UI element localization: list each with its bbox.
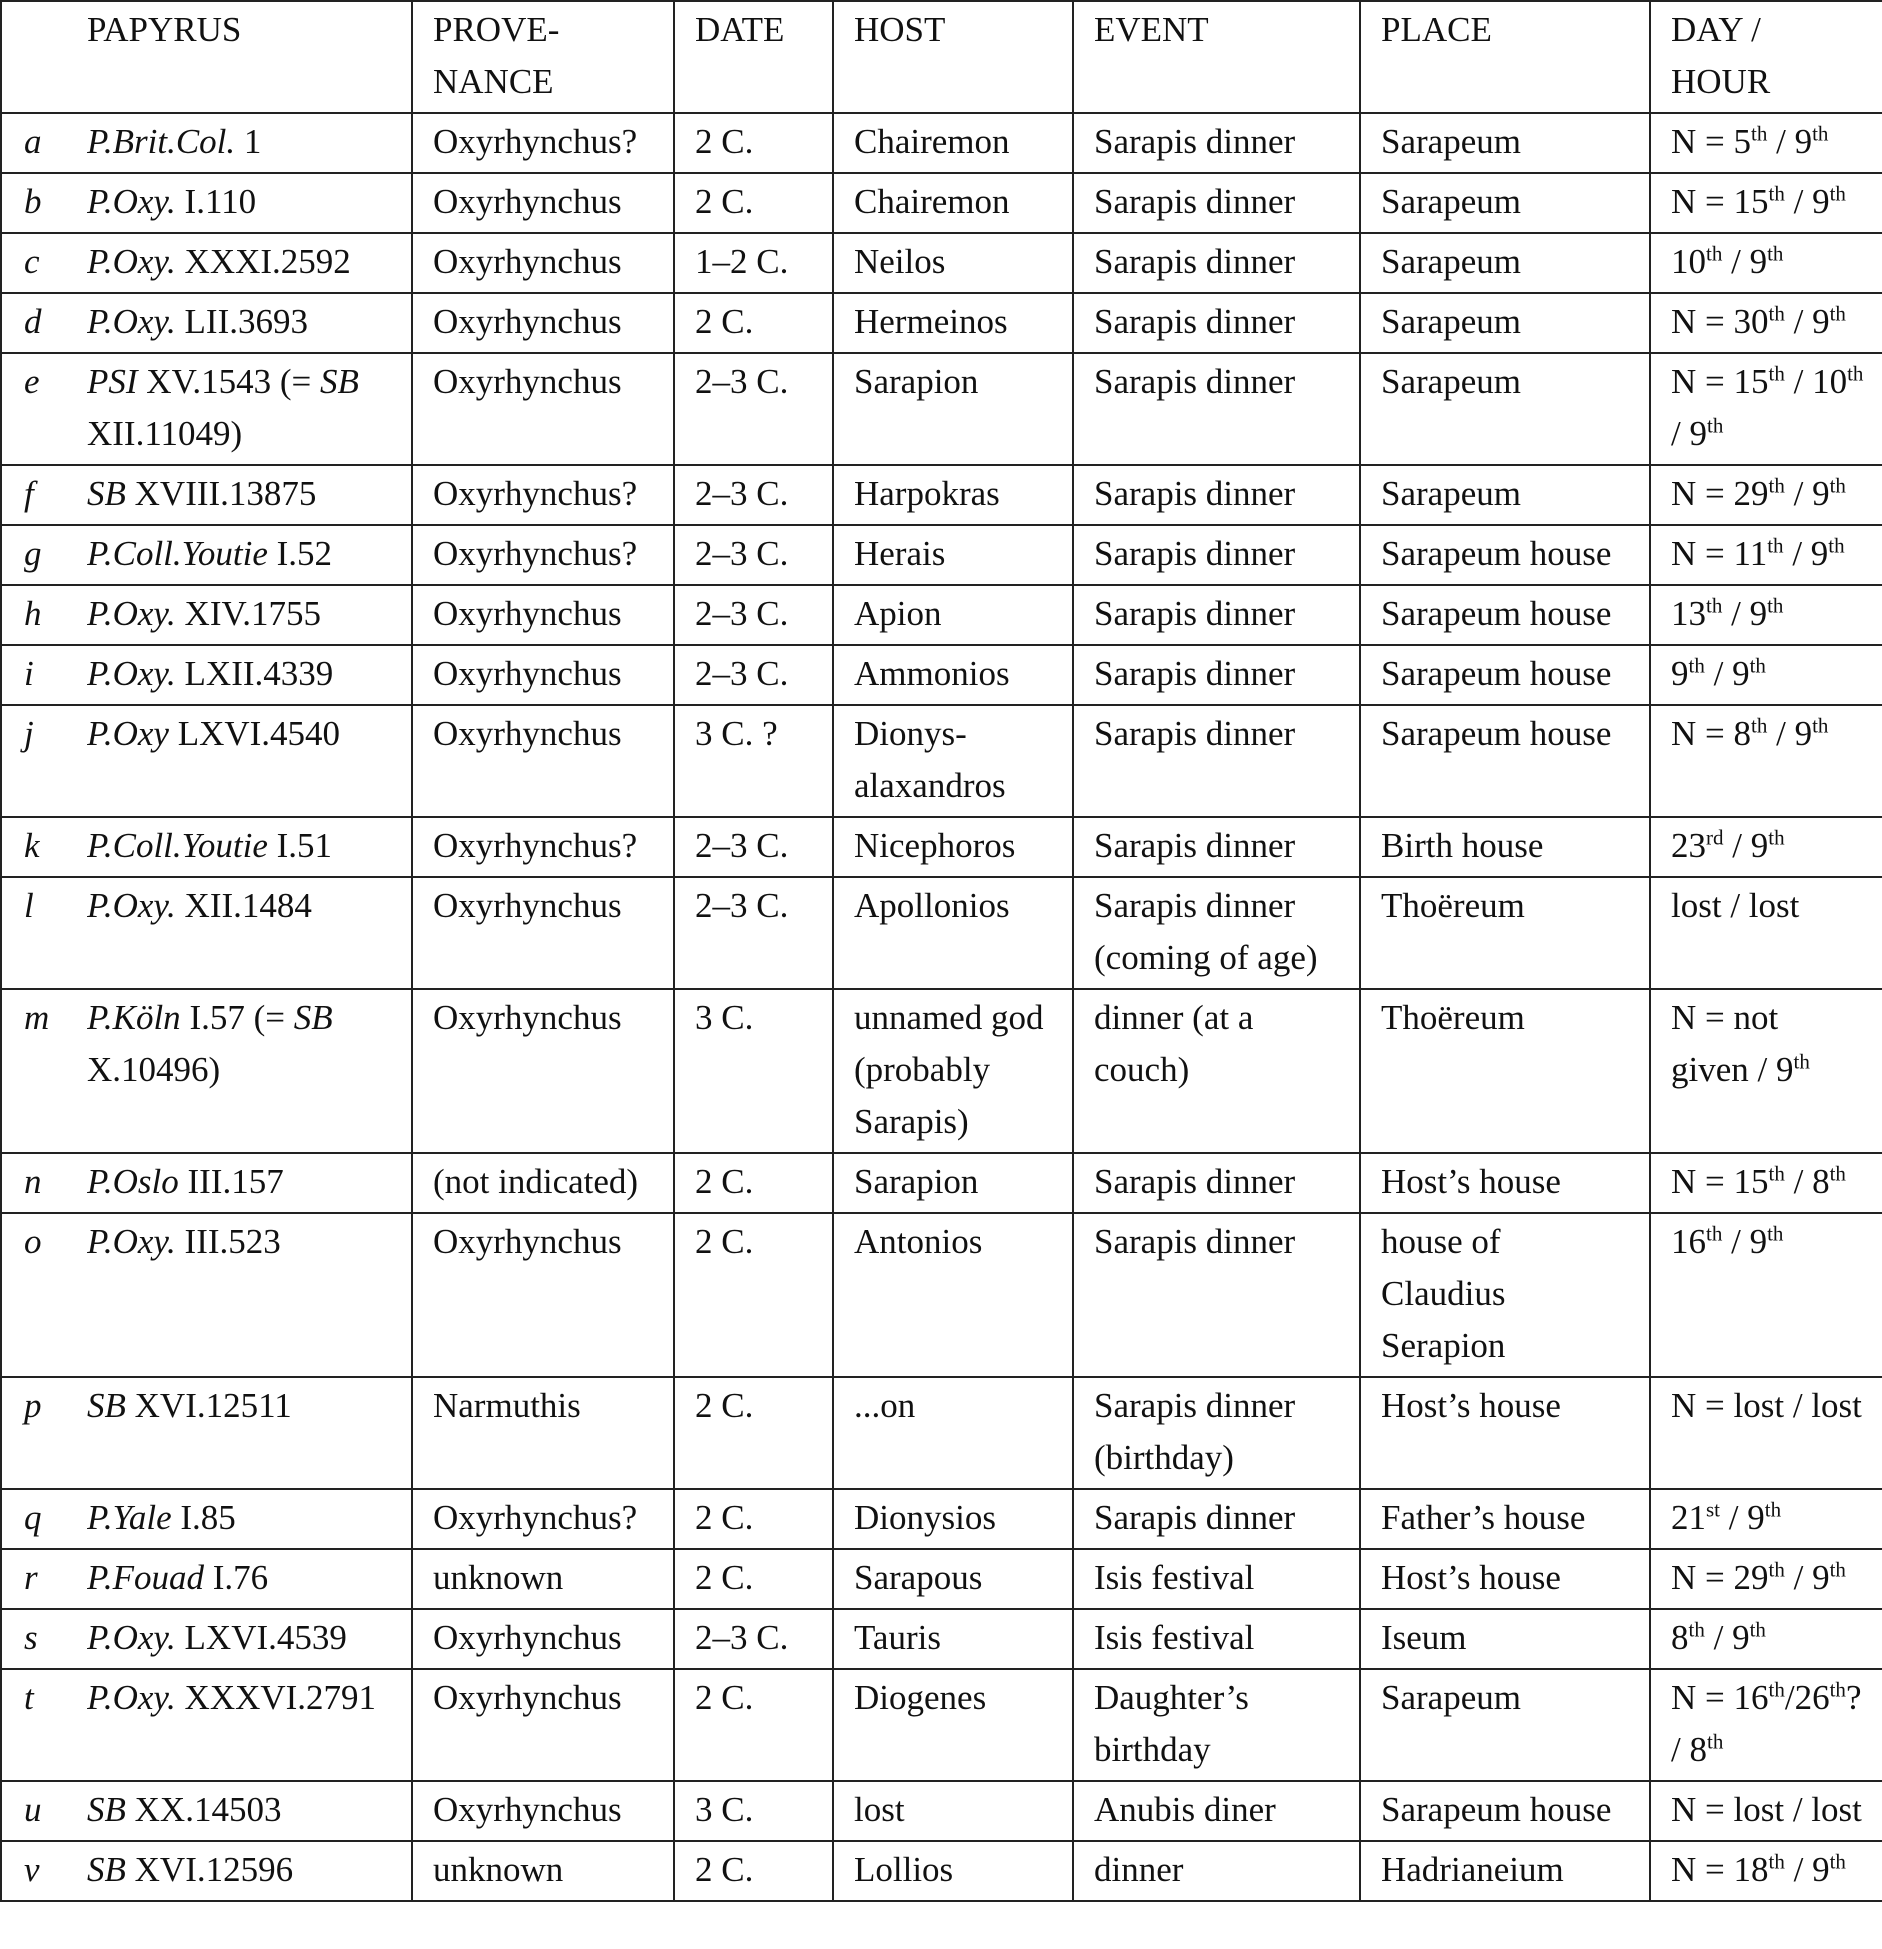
table-row xyxy=(1,353,1882,465)
papyrus-series: SB xyxy=(87,1386,126,1425)
papyrus-cell xyxy=(87,1669,412,1781)
date-cell: 3 C. xyxy=(674,989,833,1153)
day-hour-cell: N = 29th / 9th xyxy=(1650,465,1882,525)
papyrus-number: LXVI.4539 xyxy=(175,1618,347,1657)
event-cell: Isis festival xyxy=(1073,1609,1360,1669)
host-cell: Nicephoros xyxy=(833,817,1073,877)
papyrus-number: I.51 xyxy=(267,826,333,865)
place-cell: Thoëreum xyxy=(1360,989,1650,1153)
day-hour-cell: N = 15th / 8th xyxy=(1650,1153,1882,1213)
provenance-cell: Oxyrhynchus xyxy=(412,989,674,1153)
papyrus-cell xyxy=(87,233,412,293)
provenance-cell: Oxyrhynchus xyxy=(412,645,674,705)
table-row xyxy=(1,293,1882,353)
date-cell: 2 C. xyxy=(674,173,833,233)
event-cell: Sarapis dinner xyxy=(1073,1489,1360,1549)
provenance-cell: Oxyrhynchus xyxy=(412,877,674,989)
papyrus-number: I.76 xyxy=(204,1558,269,1597)
papyrus-series: SB xyxy=(87,1850,126,1889)
date-cell: 2 C. xyxy=(674,1669,833,1781)
place-cell: Host’s house xyxy=(1360,1153,1650,1213)
place-cell: Sarapeum house xyxy=(1360,585,1650,645)
papyrus-series: P.Oxy xyxy=(87,714,169,753)
papyrus-number: LXII.4339 xyxy=(175,654,334,693)
papyrus-cell xyxy=(87,1549,412,1609)
papyrus-cell xyxy=(87,1377,412,1489)
host-cell: Chairemon xyxy=(833,113,1073,173)
row-letter: j xyxy=(1,705,87,817)
day-hour-cell: N = 15th / 10th / 9th xyxy=(1650,353,1882,465)
provenance-cell: Oxyrhynchus xyxy=(412,1609,674,1669)
event-cell: Sarapis dinner xyxy=(1073,233,1360,293)
event-cell: Daughter’s birthday xyxy=(1073,1669,1360,1781)
host-cell: unnamed god (probably Sarapis) xyxy=(833,989,1073,1153)
table-row xyxy=(1,989,1882,1153)
header-day-hour: DAY / HOUR xyxy=(1650,1,1882,113)
papyrus-cell xyxy=(87,989,412,1153)
provenance-cell: Oxyrhynchus xyxy=(412,353,674,465)
host-cell: Dionysios xyxy=(833,1489,1073,1549)
host-cell: Ammonios xyxy=(833,645,1073,705)
papyrus-cell xyxy=(87,877,412,989)
papyrus-cell xyxy=(87,1489,412,1549)
event-cell: Sarapis dinner xyxy=(1073,1213,1360,1377)
table-row xyxy=(1,173,1882,233)
date-cell: 3 C. ? xyxy=(674,705,833,817)
event-cell: Sarapis dinner xyxy=(1073,525,1360,585)
table-row xyxy=(1,1377,1882,1489)
papyrus-series: P.Fouad xyxy=(87,1558,204,1597)
header-papyrus: PAPYRUS xyxy=(87,1,412,113)
papyrus-cell xyxy=(87,817,412,877)
table-row xyxy=(1,525,1882,585)
papyrus-series: PSI xyxy=(87,362,138,401)
place-cell: Sarapeum xyxy=(1360,353,1650,465)
event-cell: Sarapis dinner xyxy=(1073,465,1360,525)
row-letter: v xyxy=(1,1841,87,1901)
host-cell: Chairemon xyxy=(833,173,1073,233)
date-cell: 2 C. xyxy=(674,113,833,173)
table-row xyxy=(1,233,1882,293)
papyrus-series: P.Oxy. xyxy=(87,886,176,925)
papyrus-cell xyxy=(87,705,412,817)
provenance-cell: Narmuthis xyxy=(412,1377,674,1489)
provenance-cell: Oxyrhynchus xyxy=(412,705,674,817)
papyrus-cell xyxy=(87,525,412,585)
place-cell: Father’s house xyxy=(1360,1489,1650,1549)
event-cell: Sarapis dinner (coming of age) xyxy=(1073,877,1360,989)
papyrus-series: P.Oxy. xyxy=(87,242,176,281)
table-row xyxy=(1,465,1882,525)
table-row xyxy=(1,1781,1882,1841)
date-cell: 2 C. xyxy=(674,1841,833,1901)
place-cell: Birth house xyxy=(1360,817,1650,877)
papyrus-series: P.Oxy. xyxy=(87,1222,176,1261)
day-hour-cell: N = 29th / 9th xyxy=(1650,1549,1882,1609)
place-cell: Sarapeum house xyxy=(1360,525,1650,585)
papyrus-cell xyxy=(87,1213,412,1377)
date-cell: 2 C. xyxy=(674,1377,833,1489)
day-hour-cell: N = lost / lost xyxy=(1650,1377,1882,1489)
date-cell: 2–3 C. xyxy=(674,645,833,705)
papyrus-cell xyxy=(87,1609,412,1669)
papyrus-number: XXXI.2592 xyxy=(175,242,351,281)
event-cell: Sarapis dinner xyxy=(1073,645,1360,705)
papyrus-number: III.157 xyxy=(178,1162,284,1201)
day-hour-cell: 10th / 9th xyxy=(1650,233,1882,293)
table-row xyxy=(1,705,1882,817)
provenance-cell: unknown xyxy=(412,1841,674,1901)
papyrus-number: I.57 (= SB X.10496) xyxy=(87,998,333,1089)
table-row xyxy=(1,113,1882,173)
event-cell: Sarapis dinner xyxy=(1073,173,1360,233)
host-cell: Neilos xyxy=(833,233,1073,293)
papyrus-series: P.Oxy. xyxy=(87,594,176,633)
row-letter: d xyxy=(1,293,87,353)
date-cell: 2–3 C. xyxy=(674,877,833,989)
provenance-cell: Oxyrhynchus? xyxy=(412,1489,674,1549)
row-letter: o xyxy=(1,1213,87,1377)
row-letter: i xyxy=(1,645,87,705)
header-event: EVENT xyxy=(1073,1,1360,113)
provenance-cell: Oxyrhynchus xyxy=(412,585,674,645)
host-cell: Herais xyxy=(833,525,1073,585)
papyrus-cell xyxy=(87,1841,412,1901)
table-row xyxy=(1,1609,1882,1669)
event-cell: Sarapis dinner xyxy=(1073,817,1360,877)
row-letter: s xyxy=(1,1609,87,1669)
papyrus-series: P.Brit.Col. xyxy=(87,122,236,161)
papyrus-cell xyxy=(87,353,412,465)
header-letter xyxy=(1,1,87,113)
table-row xyxy=(1,1489,1882,1549)
day-hour-cell: N = lost / lost xyxy=(1650,1781,1882,1841)
papyrus-number: I.110 xyxy=(175,182,257,221)
date-cell: 1–2 C. xyxy=(674,233,833,293)
papyrus-series: P.Oslo xyxy=(87,1162,179,1201)
place-cell: Hadrianeium xyxy=(1360,1841,1650,1901)
papyrus-series: P.Yale xyxy=(87,1498,172,1537)
date-cell: 2–3 C. xyxy=(674,353,833,465)
date-cell: 2 C. xyxy=(674,293,833,353)
papyrus-number: XVI.12511 xyxy=(125,1386,292,1425)
provenance-cell: Oxyrhynchus xyxy=(412,1781,674,1841)
day-hour-cell: lost / lost xyxy=(1650,877,1882,989)
host-cell: Sarapion xyxy=(833,1153,1073,1213)
place-cell: Thoëreum xyxy=(1360,877,1650,989)
date-cell: 2 C. xyxy=(674,1489,833,1549)
row-letter: n xyxy=(1,1153,87,1213)
table-row xyxy=(1,585,1882,645)
place-cell: Sarapeum house xyxy=(1360,1781,1650,1841)
host-cell: Sarapous xyxy=(833,1549,1073,1609)
place-cell: Host’s house xyxy=(1360,1377,1650,1489)
host-cell: Lollios xyxy=(833,1841,1073,1901)
papyrus-cell xyxy=(87,293,412,353)
day-hour-cell: N = 18th / 9th xyxy=(1650,1841,1882,1901)
provenance-cell: Oxyrhynchus xyxy=(412,1669,674,1781)
papyrus-cell xyxy=(87,465,412,525)
event-cell: Sarapis dinner xyxy=(1073,705,1360,817)
host-cell: Harpokras xyxy=(833,465,1073,525)
provenance-cell: Oxyrhynchus xyxy=(412,173,674,233)
table-row xyxy=(1,817,1882,877)
papyrus-number: XV.1543 (= SB XII.11049) xyxy=(87,362,359,453)
table-row xyxy=(1,877,1882,989)
row-letter: a xyxy=(1,113,87,173)
host-cell: lost xyxy=(833,1781,1073,1841)
papyrus-cell xyxy=(87,113,412,173)
papyrus-series: P.Köln xyxy=(87,998,181,1037)
table-row xyxy=(1,1841,1882,1901)
host-cell: Diogenes xyxy=(833,1669,1073,1781)
papyrus-series: P.Oxy. xyxy=(87,654,176,693)
host-cell: Antonios xyxy=(833,1213,1073,1377)
day-hour-cell: 8th / 9th xyxy=(1650,1609,1882,1669)
table-row xyxy=(1,1669,1882,1781)
day-hour-cell: N = 30th / 9th xyxy=(1650,293,1882,353)
row-letter: m xyxy=(1,989,87,1153)
provenance-cell: Oxyrhynchus? xyxy=(412,817,674,877)
host-cell: Sarapion xyxy=(833,353,1073,465)
papyrus-series: SB xyxy=(87,1790,126,1829)
papyrus-number: III.523 xyxy=(175,1222,281,1261)
papyrus-number: XXXVI.2791 xyxy=(175,1678,377,1717)
papyrus-number: XIV.1755 xyxy=(175,594,321,633)
place-cell: Sarapeum xyxy=(1360,113,1650,173)
papyrus-number: LII.3693 xyxy=(175,302,308,341)
row-letter: p xyxy=(1,1377,87,1489)
place-cell: Sarapeum xyxy=(1360,465,1650,525)
row-letter: f xyxy=(1,465,87,525)
table-row xyxy=(1,645,1882,705)
papyrus-number: XVI.12596 xyxy=(125,1850,294,1889)
row-letter: t xyxy=(1,1669,87,1781)
table-row xyxy=(1,1549,1882,1609)
table-body xyxy=(1,113,1882,1901)
papyrus-cell xyxy=(87,645,412,705)
place-cell: Sarapeum xyxy=(1360,1669,1650,1781)
header-row xyxy=(1,1,1882,113)
papyrus-number: XX.14503 xyxy=(125,1790,282,1829)
row-letter: g xyxy=(1,525,87,585)
day-hour-cell: 9th / 9th xyxy=(1650,645,1882,705)
provenance-cell: Oxyrhynchus? xyxy=(412,465,674,525)
provenance-cell: unknown xyxy=(412,1549,674,1609)
provenance-cell: Oxyrhynchus xyxy=(412,293,674,353)
papyrus-number: 1 xyxy=(235,122,262,161)
row-letter: b xyxy=(1,173,87,233)
event-cell: dinner xyxy=(1073,1841,1360,1901)
date-cell: 2–3 C. xyxy=(674,465,833,525)
host-cell: Dionys-alaxandros xyxy=(833,705,1073,817)
place-cell: Sarapeum xyxy=(1360,173,1650,233)
day-hour-cell: N = 16th/26th? / 8th xyxy=(1650,1669,1882,1781)
papyrus-cell xyxy=(87,1153,412,1213)
papyrus-series: P.Oxy. xyxy=(87,1678,176,1717)
papyrus-cell xyxy=(87,1781,412,1841)
papyrus-series: SB xyxy=(87,474,126,513)
place-cell: house of Claudius Serapion xyxy=(1360,1213,1650,1377)
header-provenance: PROVE-NANCE xyxy=(412,1,674,113)
event-cell: Isis festival xyxy=(1073,1549,1360,1609)
papyrus-series: P.Coll.Youtie xyxy=(87,534,268,573)
day-hour-cell: N = 11th / 9th xyxy=(1650,525,1882,585)
papyrus-number: LXVI.4540 xyxy=(168,714,341,753)
provenance-cell: Oxyrhynchus? xyxy=(412,113,674,173)
event-cell: Sarapis dinner xyxy=(1073,585,1360,645)
event-cell: Sarapis dinner xyxy=(1073,353,1360,465)
papyrus-series: P.Oxy. xyxy=(87,302,176,341)
provenance-cell: (not indicated) xyxy=(412,1153,674,1213)
provenance-cell: Oxyrhynchus xyxy=(412,233,674,293)
date-cell: 2–3 C. xyxy=(674,585,833,645)
day-hour-cell: 13th / 9th xyxy=(1650,585,1882,645)
place-cell: Iseum xyxy=(1360,1609,1650,1669)
header-date: DATE xyxy=(674,1,833,113)
event-cell: Sarapis dinner xyxy=(1073,1153,1360,1213)
row-letter: u xyxy=(1,1781,87,1841)
papyrus-cell xyxy=(87,173,412,233)
host-cell: Hermeinos xyxy=(833,293,1073,353)
papyrus-series: P.Oxy. xyxy=(87,1618,176,1657)
day-hour-cell: 23rd / 9th xyxy=(1650,817,1882,877)
header-host: HOST xyxy=(833,1,1073,113)
row-letter: c xyxy=(1,233,87,293)
papyrus-cell xyxy=(87,585,412,645)
row-letter: e xyxy=(1,353,87,465)
host-cell: ...on xyxy=(833,1377,1073,1489)
papyrus-number: XVIII.13875 xyxy=(125,474,317,513)
day-hour-cell: 21st / 9th xyxy=(1650,1489,1882,1549)
row-letter: k xyxy=(1,817,87,877)
date-cell: 3 C. xyxy=(674,1781,833,1841)
day-hour-cell: 16th / 9th xyxy=(1650,1213,1882,1377)
day-hour-cell: N = 5th / 9th xyxy=(1650,113,1882,173)
papyrus-series: P.Coll.Youtie xyxy=(87,826,268,865)
table-row xyxy=(1,1213,1882,1377)
table-row xyxy=(1,1153,1882,1213)
day-hour-cell: N = 8th / 9th xyxy=(1650,705,1882,817)
header-place: PLACE xyxy=(1360,1,1650,113)
date-cell: 2 C. xyxy=(674,1549,833,1609)
event-cell: Sarapis dinner xyxy=(1073,293,1360,353)
host-cell: Apollonios xyxy=(833,877,1073,989)
papyrus-number: I.85 xyxy=(171,1498,236,1537)
papyrus-number: XII.1484 xyxy=(175,886,312,925)
event-cell: Sarapis dinner (birthday) xyxy=(1073,1377,1360,1489)
papyrus-series: P.Oxy. xyxy=(87,182,176,221)
row-letter: q xyxy=(1,1489,87,1549)
host-cell: Tauris xyxy=(833,1609,1073,1669)
place-cell: Sarapeum house xyxy=(1360,705,1650,817)
provenance-cell: Oxyrhynchus xyxy=(412,1213,674,1377)
date-cell: 2 C. xyxy=(674,1213,833,1377)
place-cell: Sarapeum xyxy=(1360,293,1650,353)
place-cell: Sarapeum xyxy=(1360,233,1650,293)
place-cell: Host’s house xyxy=(1360,1549,1650,1609)
event-cell: dinner (at a couch) xyxy=(1073,989,1360,1153)
host-cell: Apion xyxy=(833,585,1073,645)
row-letter: h xyxy=(1,585,87,645)
date-cell: 2–3 C. xyxy=(674,525,833,585)
date-cell: 2–3 C. xyxy=(674,817,833,877)
date-cell: 2 C. xyxy=(674,1153,833,1213)
provenance-cell: Oxyrhynchus? xyxy=(412,525,674,585)
row-letter: l xyxy=(1,877,87,989)
day-hour-cell: N = not given / 9th xyxy=(1650,989,1882,1153)
papyrus-number: I.52 xyxy=(267,534,333,573)
event-cell: Anubis diner xyxy=(1073,1781,1360,1841)
row-letter: r xyxy=(1,1549,87,1609)
day-hour-cell: N = 15th / 9th xyxy=(1650,173,1882,233)
place-cell: Sarapeum house xyxy=(1360,645,1650,705)
date-cell: 2–3 C. xyxy=(674,1609,833,1669)
event-cell: Sarapis dinner xyxy=(1073,113,1360,173)
